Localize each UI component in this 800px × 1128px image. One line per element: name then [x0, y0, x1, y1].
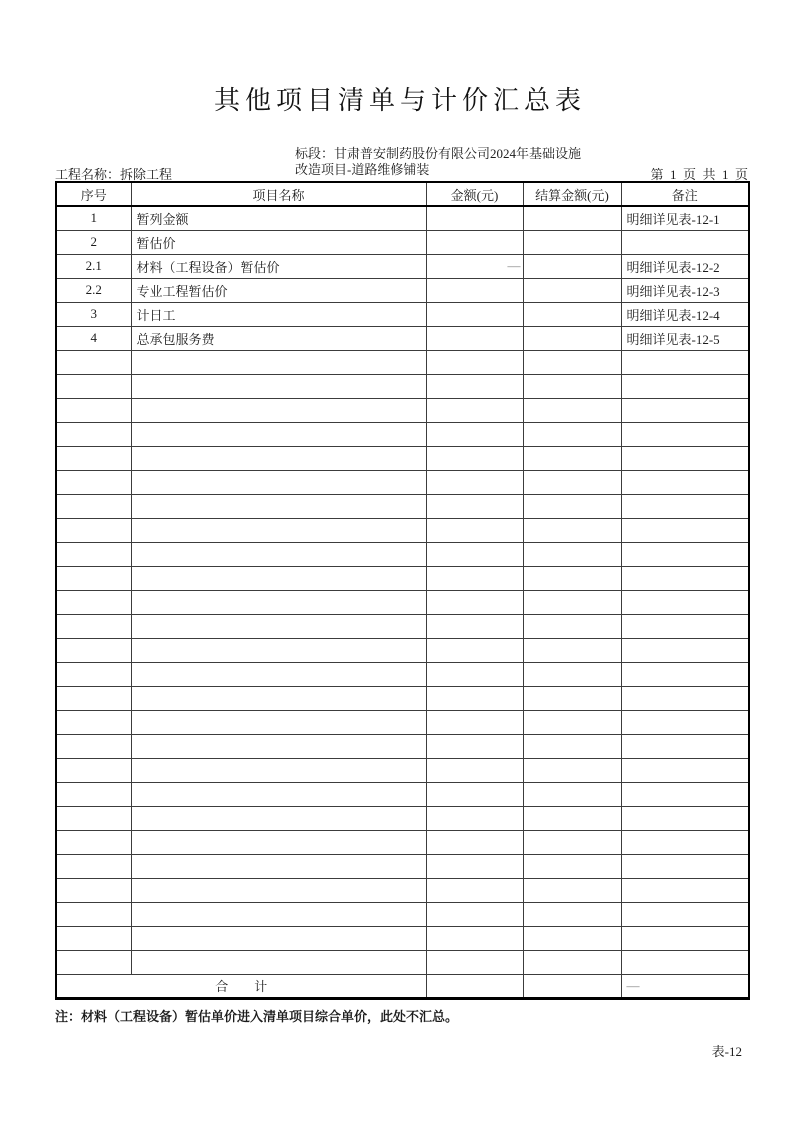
- row-name-cell: [131, 950, 426, 974]
- empty-row: [56, 590, 749, 614]
- row-remark-cell: [621, 566, 749, 590]
- row-name-cell: [131, 806, 426, 830]
- empty-row: [56, 686, 749, 710]
- section-line-2: 改造项目-道路维修铺装: [295, 162, 430, 177]
- table-row: [56, 206, 749, 230]
- row-amount-cell: [426, 518, 523, 542]
- row-settlement-cell: [523, 302, 621, 326]
- row-remark-cell: [621, 902, 749, 926]
- row-remark-cell: [621, 806, 749, 830]
- row-settlement-cell: [523, 878, 621, 902]
- row-settlement-cell: [523, 230, 621, 254]
- row-no-cell: [56, 638, 131, 662]
- table-row: [56, 278, 749, 302]
- row-settlement-cell: [523, 662, 621, 686]
- empty-row: [56, 614, 749, 638]
- row-amount-cell: [426, 206, 523, 230]
- row-name-cell: [131, 590, 426, 614]
- row-no-cell: [56, 662, 131, 686]
- row-amount-cell: [426, 350, 523, 374]
- row-settlement-cell: [523, 374, 621, 398]
- row-name-cell: 暂估价: [131, 230, 426, 254]
- total-amount-cell: [426, 974, 523, 998]
- total-remark-cell: —: [621, 974, 749, 998]
- row-amount-cell: [426, 470, 523, 494]
- row-amount-cell: [426, 446, 523, 470]
- table-body: [56, 206, 749, 974]
- empty-row: [56, 782, 749, 806]
- row-no-cell: [56, 422, 131, 446]
- row-name-cell: [131, 878, 426, 902]
- header-no: 序号: [56, 182, 131, 206]
- row-no-cell: 2.1: [56, 254, 131, 278]
- row-remark-cell: 明细详见表-12-2: [621, 254, 749, 278]
- row-remark-cell: [621, 926, 749, 950]
- header-name: 项目名称: [131, 182, 426, 206]
- row-name-cell: [131, 518, 426, 542]
- row-settlement-cell: [523, 254, 621, 278]
- table-row: [56, 254, 749, 278]
- row-remark-cell: [621, 542, 749, 566]
- row-amount-cell: [426, 398, 523, 422]
- row-name-cell: 暂列金额: [131, 206, 426, 230]
- empty-row: [56, 662, 749, 686]
- row-no-cell: [56, 518, 131, 542]
- row-no-cell: [56, 566, 131, 590]
- row-amount-cell: [426, 494, 523, 518]
- row-amount-cell: [426, 758, 523, 782]
- row-amount-cell: [426, 878, 523, 902]
- header-settlement: 结算金额(元): [523, 182, 621, 206]
- table-row: [56, 302, 749, 326]
- row-name-cell: 专业工程暂估价: [131, 278, 426, 302]
- row-amount-cell: [426, 590, 523, 614]
- row-remark-cell: [621, 422, 749, 446]
- row-settlement-cell: [523, 782, 621, 806]
- row-no-cell: [56, 398, 131, 422]
- row-settlement-cell: [523, 710, 621, 734]
- row-name-cell: [131, 758, 426, 782]
- header-row: [56, 182, 749, 206]
- row-amount-cell: [426, 278, 523, 302]
- row-remark-cell: [621, 518, 749, 542]
- row-amount-cell: [426, 830, 523, 854]
- row-name-cell: [131, 710, 426, 734]
- row-settlement-cell: [523, 326, 621, 350]
- row-settlement-cell: [523, 566, 621, 590]
- table-footer: [56, 974, 749, 998]
- table-row: [56, 230, 749, 254]
- row-no-cell: [56, 710, 131, 734]
- row-no-cell: [56, 614, 131, 638]
- empty-row: [56, 374, 749, 398]
- row-settlement-cell: [523, 542, 621, 566]
- row-no-cell: [56, 470, 131, 494]
- row-remark-cell: [621, 662, 749, 686]
- row-remark-cell: [621, 782, 749, 806]
- row-no-cell: 4: [56, 326, 131, 350]
- row-name-cell: [131, 782, 426, 806]
- empty-row: [56, 878, 749, 902]
- row-no-cell: [56, 806, 131, 830]
- row-name-cell: [131, 926, 426, 950]
- empty-row: [56, 422, 749, 446]
- row-amount-cell: [426, 782, 523, 806]
- empty-row: [56, 950, 749, 974]
- footnote: 注：材料（工程设备）暂估单价进入清单项目综合单价，此处不汇总。: [55, 1009, 459, 1024]
- row-amount-cell: —: [426, 254, 523, 278]
- row-amount-cell: [426, 926, 523, 950]
- row-settlement-cell: [523, 278, 621, 302]
- empty-row: [56, 470, 749, 494]
- row-name-cell: [131, 566, 426, 590]
- row-settlement-cell: [523, 734, 621, 758]
- row-amount-cell: [426, 614, 523, 638]
- row-amount-cell: [426, 566, 523, 590]
- row-remark-cell: [621, 950, 749, 974]
- empty-row: [56, 926, 749, 950]
- row-remark-cell: 明细详见表-12-5: [621, 326, 749, 350]
- row-settlement-cell: [523, 902, 621, 926]
- row-no-cell: [56, 734, 131, 758]
- row-remark-cell: [621, 734, 749, 758]
- row-remark-cell: [621, 446, 749, 470]
- empty-row: [56, 566, 749, 590]
- empty-row: [56, 398, 749, 422]
- page-number: 第 1 页 共 1 页: [650, 167, 748, 182]
- row-name-cell: [131, 830, 426, 854]
- total-settlement-cell: [523, 974, 621, 998]
- empty-row: [56, 542, 749, 566]
- row-amount-cell: [426, 902, 523, 926]
- section-name: [295, 146, 581, 178]
- row-name-cell: [131, 422, 426, 446]
- row-amount-cell: [426, 710, 523, 734]
- row-amount-cell: [426, 302, 523, 326]
- row-remark-cell: [621, 590, 749, 614]
- row-name-cell: [131, 686, 426, 710]
- row-name-cell: [131, 494, 426, 518]
- row-remark-cell: [621, 878, 749, 902]
- table-row: [56, 326, 749, 350]
- row-no-cell: 2: [56, 230, 131, 254]
- row-amount-cell: [426, 734, 523, 758]
- row-settlement-cell: [523, 422, 621, 446]
- row-name-cell: [131, 350, 426, 374]
- row-no-cell: 2.2: [56, 278, 131, 302]
- empty-row: [56, 830, 749, 854]
- row-name-cell: 材料（工程设备）暂估价: [131, 254, 426, 278]
- summary-table: [55, 181, 750, 1000]
- row-no-cell: [56, 446, 131, 470]
- row-no-cell: [56, 950, 131, 974]
- row-amount-cell: [426, 686, 523, 710]
- row-remark-cell: 明细详见表-12-1: [621, 206, 749, 230]
- row-settlement-cell: [523, 206, 621, 230]
- row-settlement-cell: [523, 806, 621, 830]
- row-settlement-cell: [523, 950, 621, 974]
- row-settlement-cell: [523, 350, 621, 374]
- row-no-cell: [56, 350, 131, 374]
- row-no-cell: [56, 902, 131, 926]
- row-settlement-cell: [523, 518, 621, 542]
- row-settlement-cell: [523, 830, 621, 854]
- table-reference: 表-12: [711, 1044, 742, 1059]
- project-name-label: 工程名称：拆除工程: [55, 167, 173, 182]
- empty-row: [56, 734, 749, 758]
- row-amount-cell: [426, 662, 523, 686]
- row-settlement-cell: [523, 470, 621, 494]
- row-remark-cell: [621, 710, 749, 734]
- row-no-cell: [56, 374, 131, 398]
- row-name-cell: [131, 614, 426, 638]
- row-no-cell: [56, 830, 131, 854]
- row-remark-cell: [621, 374, 749, 398]
- row-amount-cell: [426, 542, 523, 566]
- row-name-cell: [131, 638, 426, 662]
- row-no-cell: [56, 494, 131, 518]
- row-no-cell: 1: [56, 206, 131, 230]
- total-label-cell: 合 计: [56, 974, 426, 998]
- row-settlement-cell: [523, 614, 621, 638]
- row-amount-cell: [426, 854, 523, 878]
- row-name-cell: [131, 470, 426, 494]
- empty-row: [56, 902, 749, 926]
- empty-row: [56, 806, 749, 830]
- row-no-cell: [56, 878, 131, 902]
- row-name-cell: [131, 542, 426, 566]
- page-title: 其他项目清单与计价汇总表: [213, 86, 586, 115]
- row-settlement-cell: [523, 638, 621, 662]
- row-remark-cell: [621, 758, 749, 782]
- row-settlement-cell: [523, 686, 621, 710]
- row-settlement-cell: [523, 590, 621, 614]
- row-no-cell: [56, 590, 131, 614]
- row-no-cell: 3: [56, 302, 131, 326]
- row-amount-cell: [426, 374, 523, 398]
- row-amount-cell: [426, 638, 523, 662]
- row-amount-cell: [426, 950, 523, 974]
- row-name-cell: 计日工: [131, 302, 426, 326]
- row-name-cell: [131, 398, 426, 422]
- header-remark: 备注: [621, 182, 749, 206]
- row-settlement-cell: [523, 446, 621, 470]
- row-name-cell: [131, 902, 426, 926]
- row-no-cell: [56, 854, 131, 878]
- row-remark-cell: [621, 830, 749, 854]
- row-remark-cell: 明细详见表-12-3: [621, 278, 749, 302]
- row-no-cell: [56, 542, 131, 566]
- row-remark-cell: [621, 398, 749, 422]
- row-remark-cell: [621, 854, 749, 878]
- row-name-cell: [131, 374, 426, 398]
- table-header: [56, 182, 749, 206]
- empty-row: [56, 710, 749, 734]
- empty-row: [56, 446, 749, 470]
- row-remark-cell: [621, 230, 749, 254]
- row-remark-cell: [621, 494, 749, 518]
- row-no-cell: [56, 758, 131, 782]
- row-amount-cell: [426, 230, 523, 254]
- empty-row: [56, 854, 749, 878]
- header-amount: 金额(元): [426, 182, 523, 206]
- row-remark-cell: 明细详见表-12-4: [621, 302, 749, 326]
- empty-row: [56, 638, 749, 662]
- row-settlement-cell: [523, 494, 621, 518]
- empty-row: [56, 350, 749, 374]
- total-row: [56, 974, 749, 998]
- row-remark-cell: [621, 638, 749, 662]
- section-line-1: 标段：甘肃普安制药股份有限公司2024年基础设施: [295, 146, 582, 161]
- row-settlement-cell: [523, 398, 621, 422]
- row-name-cell: [131, 446, 426, 470]
- row-no-cell: [56, 686, 131, 710]
- row-amount-cell: [426, 806, 523, 830]
- row-name-cell: 总承包服务费: [131, 326, 426, 350]
- empty-row: [56, 758, 749, 782]
- row-settlement-cell: [523, 758, 621, 782]
- row-name-cell: [131, 854, 426, 878]
- row-settlement-cell: [523, 926, 621, 950]
- row-remark-cell: [621, 614, 749, 638]
- row-amount-cell: [426, 422, 523, 446]
- row-remark-cell: [621, 350, 749, 374]
- row-no-cell: [56, 926, 131, 950]
- row-name-cell: [131, 734, 426, 758]
- row-remark-cell: [621, 686, 749, 710]
- row-remark-cell: [621, 470, 749, 494]
- row-name-cell: [131, 662, 426, 686]
- empty-row: [56, 494, 749, 518]
- row-no-cell: [56, 782, 131, 806]
- row-amount-cell: [426, 326, 523, 350]
- row-settlement-cell: [523, 854, 621, 878]
- empty-row: [56, 518, 749, 542]
